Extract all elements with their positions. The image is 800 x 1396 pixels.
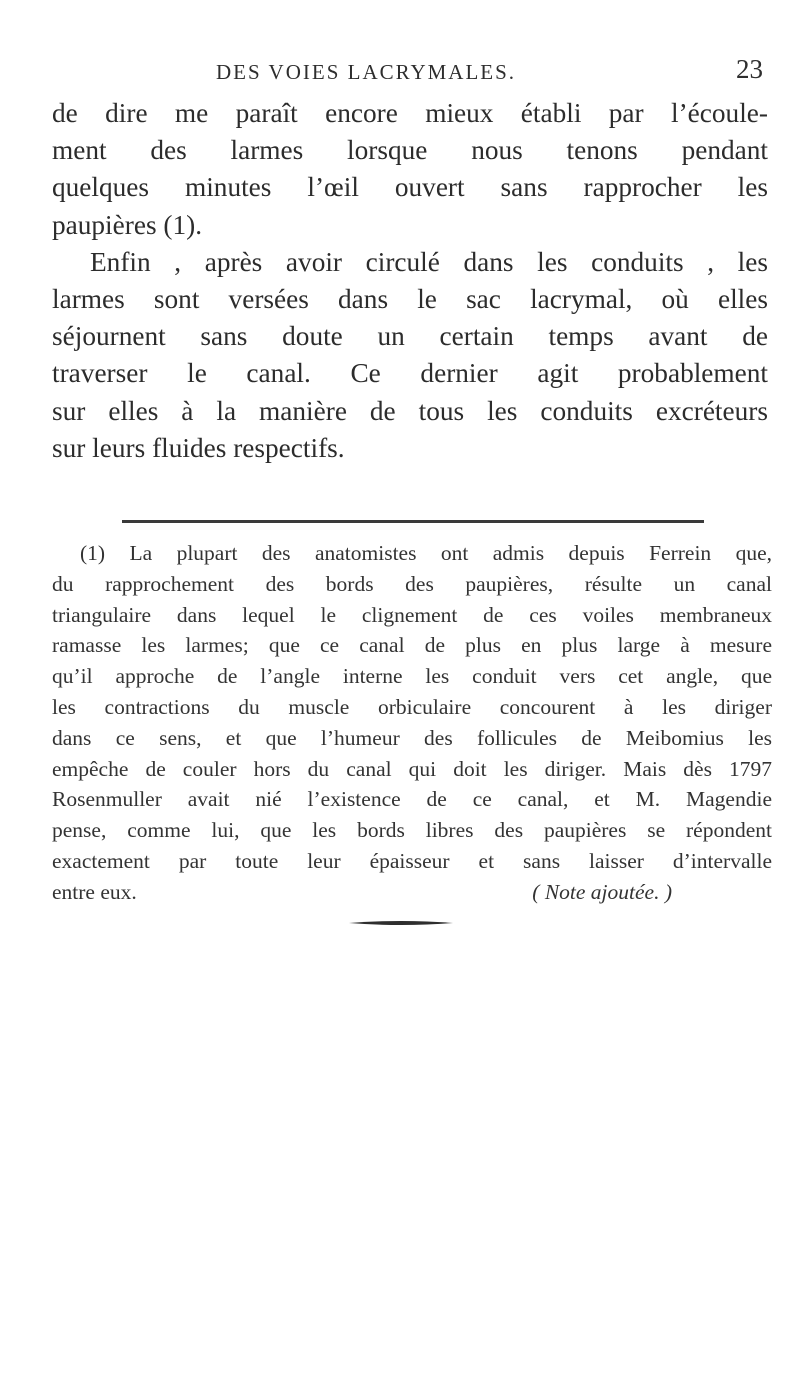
text-line: traverser le canal. Ce dernier agit probablement	[52, 358, 768, 389]
footnote-line: ramasse les larmes; que ce canal de plus en plus large à mesure	[52, 633, 772, 658]
footnote-line: Rosenmuller avait nié l’existence de ce canal, et M. Magendie	[52, 787, 772, 812]
editor-note: ( Note ajoutée. )	[532, 879, 672, 904]
page-header	[0, 48, 800, 88]
footnote-line: pense, comme lui, que les bords libres des paupières se répondent	[52, 818, 772, 843]
footnote-last-line	[52, 877, 772, 908]
footnote-line: (1) La plupart des anatomistes ont admis depuis Ferrein que,	[80, 541, 772, 565]
footnote-line: exactement par toute leur épaisseur et sans laisser d’intervalle	[52, 848, 772, 873]
text-line: de dire me paraît encore mieux établi par l’écoule-	[52, 98, 768, 128]
footnote-line: les contractions du muscle orbiculaire concourent à les diriger	[52, 694, 772, 719]
text-line: quelques minutes l’œil ouvert sans rapprocher les	[52, 172, 768, 203]
text-line: Enfin , après avoir circulé dans les conduits , les	[90, 246, 768, 277]
main-text	[52, 95, 768, 467]
text-line: ment des larmes lorsque nous tenons pendant	[52, 135, 768, 166]
footnote-line: du rapprochement des bords des paupières, résulte un canal	[52, 571, 772, 596]
text-line: paupières (1).	[52, 209, 203, 240]
footnote-line: qu’il approche de l’angle interne les conduit vers cet angle, que	[52, 664, 772, 689]
page-number: 23	[736, 54, 763, 84]
paragraph-1	[52, 95, 768, 244]
running-head: DES VOIES LACRYMALES.	[216, 60, 517, 84]
footnote	[52, 538, 772, 908]
footnote-line: dans ce sens, et que l’humeur des follicules de Meibomius les	[52, 725, 772, 750]
text-line: séjournent sans doute un certain temps avant de	[52, 321, 768, 352]
text-line: sur elles à la manière de tous les conduits excréteurs	[52, 395, 768, 426]
paragraph-2	[52, 244, 768, 467]
end-ornament	[349, 920, 453, 926]
footnote-rule	[122, 520, 704, 523]
footnote-line: empêche de couler hors du canal qui doit les diriger. Mais dès 1797	[52, 756, 772, 781]
text-line: sur leurs fluides respectifs.	[52, 432, 345, 463]
text-line: larmes sont versées dans le sac lacrymal, où elles	[52, 284, 768, 315]
footnote-line: triangulaire dans lequel le clignement de ces voiles membraneux	[52, 602, 772, 627]
footnote-end-text: entre eux.	[52, 879, 137, 904]
